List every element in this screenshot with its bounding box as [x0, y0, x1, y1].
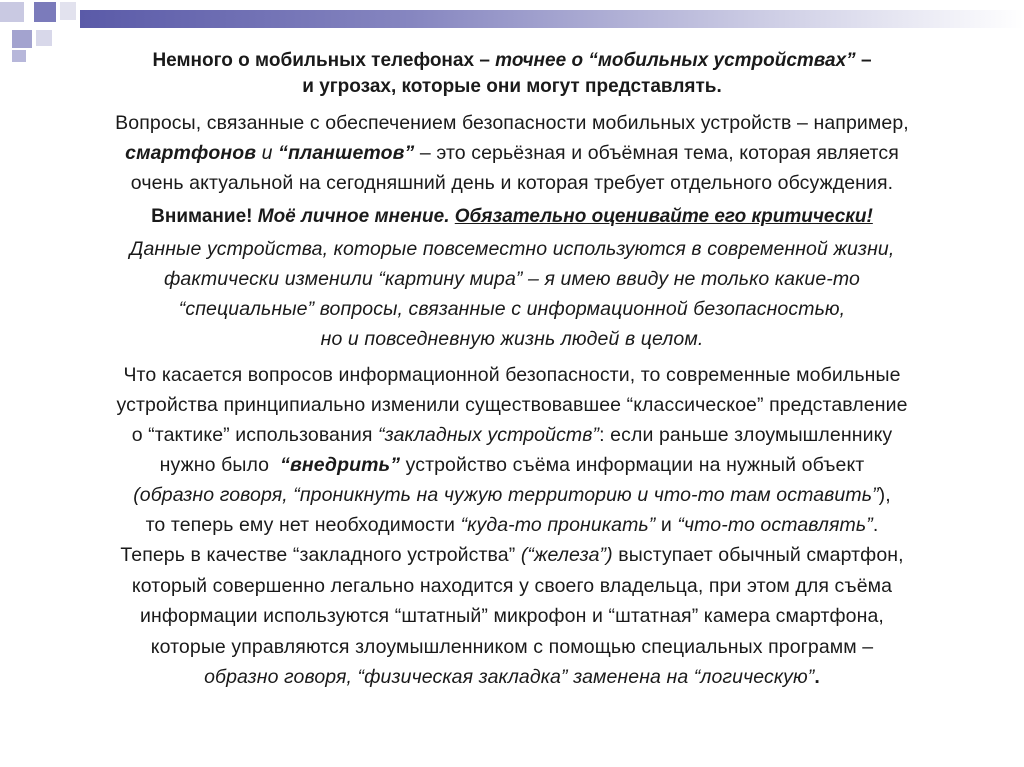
slide-title	[20, 48, 1004, 100]
decor-square	[12, 30, 32, 48]
slide-content	[20, 48, 1004, 697]
paragraph-opinion: Данные устройства, которые повсеместно используются в современной жизни, фактически изменили “картину мира” – я имею ввиду не только какие-то “специальные” вопросы, связанные с информационной безопасностью, но и повседневную жизнь людей в целом.	[129, 238, 895, 350]
title-line-2: и угрозах, которые они могут представлять.	[302, 76, 722, 97]
decor-square	[34, 2, 56, 22]
title-line-1: Немного о мобильных телефонах – точнее о “мобильных устройствах” –	[152, 50, 872, 71]
decor-square	[0, 2, 24, 22]
attention-note: Внимание! Моё личное мнение. Обязательно оценивайте его критически!	[151, 206, 873, 227]
paragraph-intro: Вопросы, связанные с обеспечением безопасности мобильных устройств – например, смартфонов и “планшетов” – это серьёзная и объёмная тема, которая является очень актуальной на сегодняшний день и которая требует отдельного обсуждения.	[115, 112, 909, 194]
decor-square	[60, 2, 76, 20]
paragraph-security: Что касается вопросов информационной безопасности, то современные мобильные устройства принципиально изменили существовавшее “классическое” представление о “тактике” использования “закладных устройств”: если раньше злоумышленнику нужно было “внедрить” устройство съёма информации на нужный объект (образно говоря, “проникнуть на чужую территорию и что-то там оставить”), то теперь ему нет необходимости “куда-то проникать” и “что-то оставлять”.	[116, 364, 908, 536]
decor-square	[36, 30, 52, 46]
paragraph-smartphone: Теперь в качестве “закладного устройства” (“железа”) выступает обычный смартфон, который совершенно легально находится у своего владельца, при этом для съёма информации используются “штатный” микрофон и “штатная” камера смартфона, которые управляются злоумышленником с помощью специальных программ – образно говоря, “физическая закладка” заменена на “логическую”.	[120, 544, 904, 688]
header-gradient-bar	[80, 10, 1024, 28]
